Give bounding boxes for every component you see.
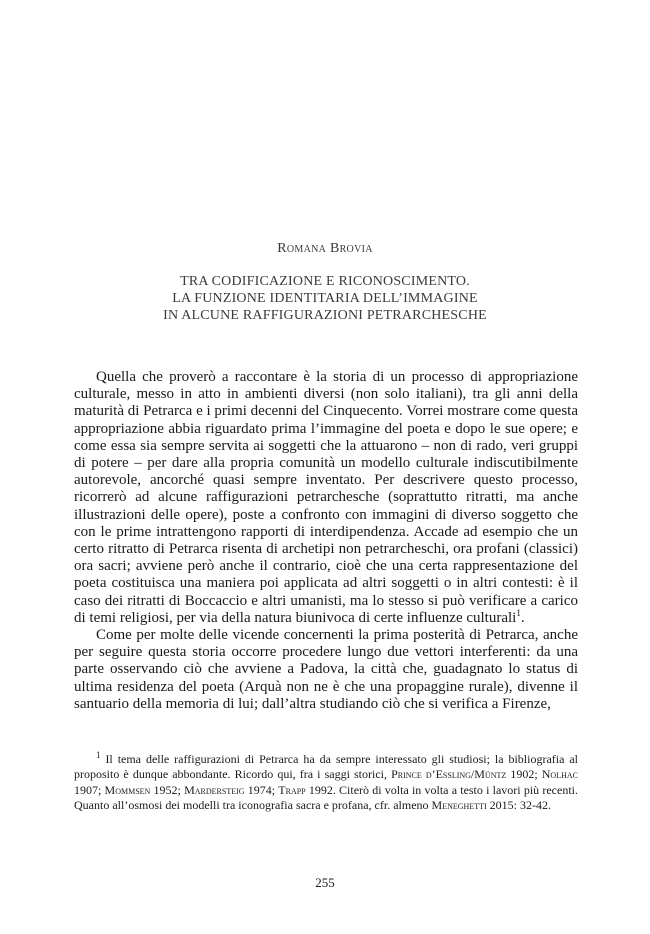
- body-paragraph-1: Quella che proverò a raccontare è la storia di un processo di appropriazione culturale, messo in atto in ambienti diversi (non solo italiani), tra gli anni della maturità di Petrarca e i primi decenni del Cinquecento. Vorrei mostrare come questa appropriazione abbia riguardato prima l’immagine del poeta e dopo le sue opere; e come essa sia sempre servita ai soggetti che la attuarono – non di rado, veri gruppi di potere – per dare alla propria comunità un modello culturale indiscutibilmente autorevole, ancorché quasi sempre inventato. Per descrivere questo processo, ricorrerò ad alcune raffigurazioni petrarchesche (soprattutto ritratti, ma anche illustrazioni delle opere), poste a confronto con immagini di diverso soggetto che con le prime intrattengono rapporti di interdipendenza. Accade ad esempio che un certo ritratto di Petrarca risenta di archetipi non petrarcheschi, ora profani (classici) ora sacri; avviene però anche il contrario, cioè che una certa rappresentazione del poeta costituisca una maniera poi applicata ad altri soggetti o in altri contesti: è il caso dei ritratti di Boccaccio e altri umanisti, ma lo stesso si può verificare a carico di temi religiosi, per via della natura biunivoca di certe influenze culturali$^1$.: [74, 369, 578, 626]
- citation: Meneghetti: [431, 798, 487, 813]
- footnote-number: 1: [96, 750, 101, 760]
- citation-year: 1974;: [247, 782, 276, 797]
- paragraph-1-text: Quella che proverò a raccontare è la storia di un processo di appropriazione culturale, messo in atto in ambienti diversi (non solo italiani), tra gli anni della maturità di Petrarca e i primi decenni del Cinquecento. Vorrei mostrare come questa appropriazione abbia riguardato prima l’immagine del poeta e dopo le sue opere; e come essa sia sempre servita ai soggetti che la attuarono – non di rado, veri gruppi di potere – per dare alla propria comunità un modello culturale indiscutibilmente autorevole, ancorché quasi sempre inventato. Per descrivere questo processo, ricorrerò ad alcune raffigurazioni petrarchesche (soprattutto ritratti, ma anche illustrazioni delle opere), poste a confronto con immagini di diverso soggetto che con le prime intrattengono rapporti di interdipendenza. Accade ad esempio che un certo ritratto di Petrarca risenta di archetipi non petrarcheschi, ora profani (classici) ora sacri; avviene però anche il contrario, cioè che una certa rappresentazione del poeta costituisca una maniera poi applicata ad altri soggetti o in altri contesti: è il caso dei ritratti di Boccaccio e altri umanisti, ma lo stesso si può verificare a carico di temi religiosi, per via della natura biunivoca di certe influenze culturali: [74, 369, 578, 626]
- author-name: Romana Brovia: [277, 241, 373, 256]
- citation: Prince d’Essling/Müntz: [391, 767, 507, 782]
- body-text: [74, 369, 578, 713]
- citation: Trapp: [278, 782, 306, 797]
- citation-year: 1902;: [510, 767, 538, 782]
- page-number: 255: [315, 875, 335, 890]
- citation-year: 1952;: [153, 782, 181, 797]
- title-line-3: IN ALCUNE RAFFIGURAZIONI PETRARCHESCHE: [163, 308, 487, 323]
- footnotes: [74, 752, 578, 814]
- citation: Mardersteig: [184, 782, 245, 797]
- body-paragraph-2: Come per molte delle vicende concernenti la prima posterità di Petrarca, anche per seguire questa storia occorre procedere lungo due vettori interferenti: da una parte osservando ciò che avviene a Padova, la città che, guadagnato lo status di ultima residenza del poeta (Arquà non ne è che una propaggine rurale), divenne il santuario della memoria di lui; dall’altra studiando ciò che si verifica a Firenze,: [74, 627, 578, 712]
- footnote-text: Il tema delle raffigurazioni di Petrarca ha da sempre interessato gli studiosi; la bibliografia al proposito è dunque abbondante. Ricordo qui, fra i saggi storici,: [74, 752, 579, 782]
- article-title: [0, 273, 650, 324]
- title-line-1: TRA CODIFICAZIONE E RICONOSCIMENTO.: [180, 274, 470, 289]
- citation-year: 1907;: [74, 782, 102, 797]
- footnote-reference: 1: [516, 607, 521, 618]
- footnote-1: [74, 752, 578, 814]
- footnote-text: 1992. Citerò di volta in volta a testo i lavori più recenti. Quanto all’osmosi dei modelli tra iconografia sacra e profana, cfr. almeno: [74, 782, 578, 813]
- citation: Mommsen: [104, 782, 151, 797]
- title-line-2: LA FUNZIONE IDENTITARIA DELL’IMMAGINE: [172, 291, 478, 306]
- citation: Nolhac: [541, 767, 578, 782]
- citation-year: 2015: 32-42.: [489, 798, 551, 813]
